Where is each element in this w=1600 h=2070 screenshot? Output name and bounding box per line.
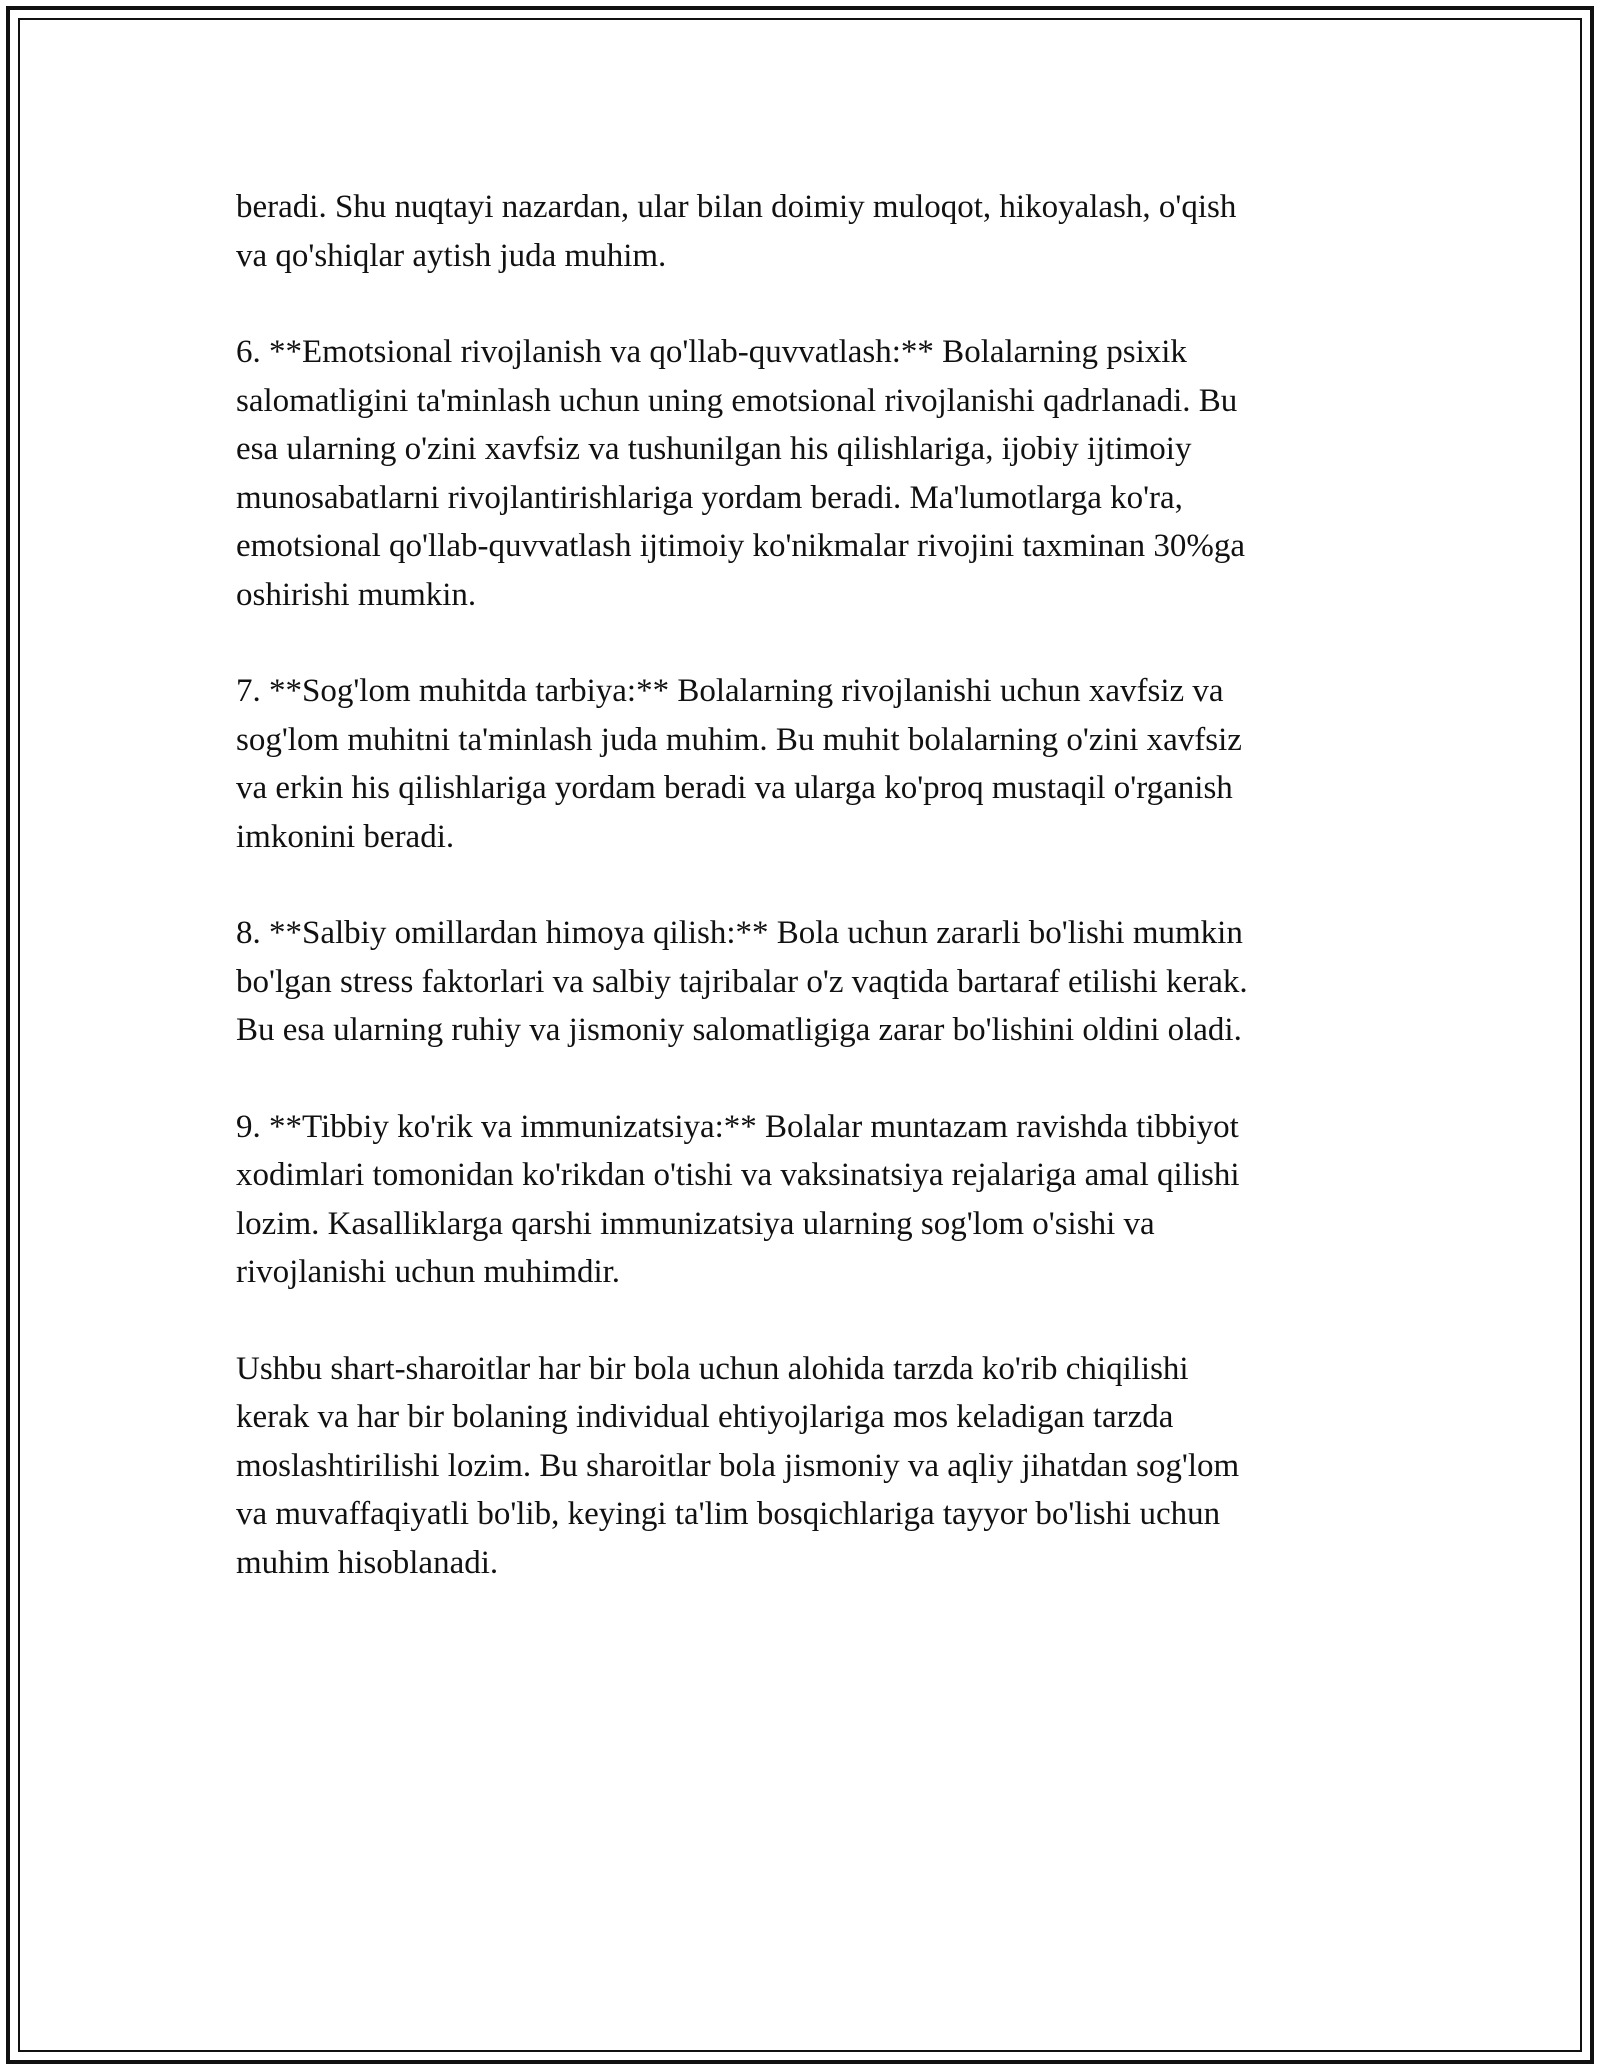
paragraph-continuation: beradi. Shu nuqtayi nazardan, ular bilan doimiy muloqot, hikoyalash, o'qish va qo'shiqlar aytish juda muhim.: [236, 189, 1237, 274]
paragraph-conclusion: Ushbu shart-sharoitlar har bir bola uchun alohida tarzda ko'rib chiqilishi kerak va har bir bolaning individual ehtiyojlariga mos keladigan tarzda moslashtirilishi lozim. Bu sharoitlar bola jismoniy va aqliy jihatdan sog'lom va muvaffaqiyatli bo'lib, keyingi ta'lim bosqichlariga tayyor bo'lishi uchun muhim hisoblanadi.: [236, 1350, 1240, 1581]
paragraph-item-6: 6. **Emotsional rivojlanish va qo'llab-quvvatlash:** Bolalarning psixik salomatligini ta'minlash uchun uning emotsional rivojlanishi qadrlanadi. Bu esa ularning o'zini xavfsiz va tushunilgan his qilishlariga, ijobiy ijtimoiy munosabatlarni rivojlantirishlariga yordam beradi. Ma'lumotlarga ko'ra, emotsional qo'llab-quvvatlash ijtimoiy ko'nikmalar rivojini taxminan 30%ga oshirishi mumkin.: [236, 334, 1246, 613]
document-body: [236, 183, 1366, 1635]
paragraph-item-8: 8. **Salbiy omillardan himoya qilish:** Bola uchun zararli bo'lishi mumkin bo'lgan stress faktorlari va salbiy tajribalar o'z vaqtida bartaraf etilishi kerak. Bu esa ularning ruhiy va jismoniy salomatligiga zarar bo'lishini oldini oladi.: [236, 915, 1248, 1048]
paragraph-item-9: 9. **Tibbiy ko'rik va immunizatsiya:** Bolalar muntazam ravishda tibbiyot xodimlari tomonidan ko'rikdan o'tishi va vaksinatsiya rejalariga amal qilishi lozim. Kasalliklarga qarshi immunizatsiya ularning sog'lom o'sishi va rivojlanishi uchun muhimdir.: [236, 1108, 1240, 1290]
paragraph-item-7: 7. **Sog'lom muhitda tarbiya:** Bolalarning rivojlanishi uchun xavfsiz va sog'lom muhitni ta'minlash juda muhim. Bu muhit bolalarning o'zini xavfsiz va erkin his qilishlariga yordam beradi va ularga ko'proq mustaqil o'rganish imkonini beradi.: [236, 673, 1242, 855]
